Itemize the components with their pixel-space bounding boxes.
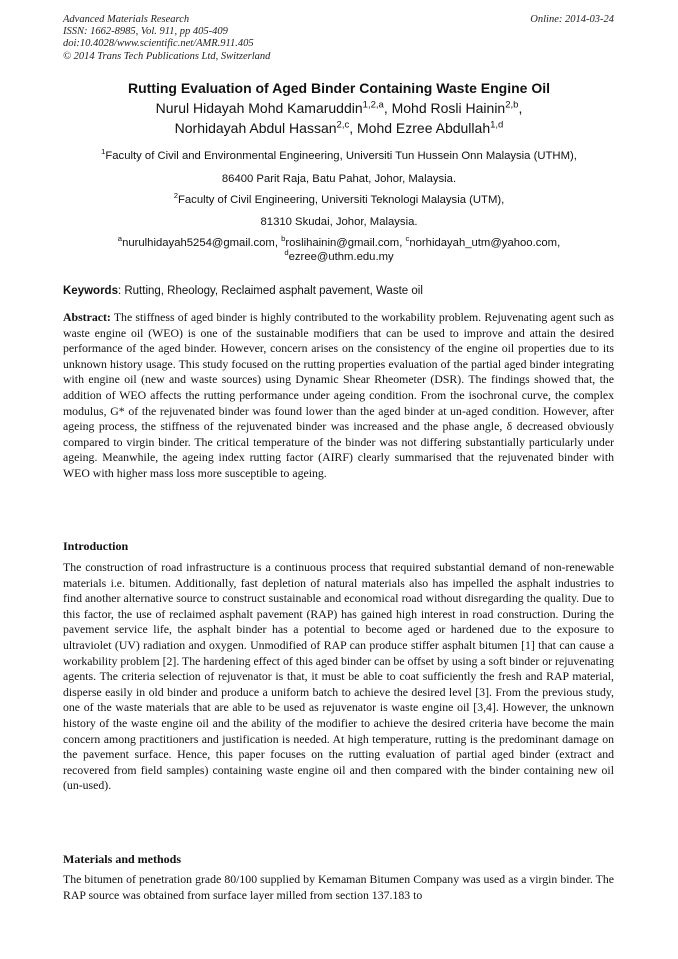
author-separator: , xyxy=(349,120,358,136)
keywords-text: : Rutting, Rheology, Reclaimed asphalt pavement, Waste oil xyxy=(117,285,423,297)
email-sup: b xyxy=(281,234,286,244)
author-name: Norhidayah Abdul Hassan xyxy=(174,120,337,136)
paper-title: Rutting Evaluation of Aged Binder Containing Waste Engine Oil xyxy=(127,80,551,96)
abstract xyxy=(63,310,614,482)
copyright-line: © 2014 Trans Tech Publications Ltd, Switzerland xyxy=(63,50,271,62)
email-a: nurulhidayah5254@gmail.com, xyxy=(122,237,282,249)
affiliation-text: Faculty of Civil and Environmental Engineering, Universiti Tun Hussein Onn Malaysia (UTHM), xyxy=(105,150,577,162)
email-line-2 xyxy=(40,248,638,263)
doi-line: doi:10.4028/www.scientific.net/AMR.911.405 xyxy=(63,38,254,50)
abstract-label: Abstract: xyxy=(63,310,111,324)
author-sup: 2,b xyxy=(505,99,519,111)
email-sup: d xyxy=(284,248,289,258)
author-name: Mohd Ezree Abdullah xyxy=(357,120,491,136)
email-c: norhidayah_utm@yahoo.com, xyxy=(409,237,561,249)
email-d: ezree@uthm.edu.my xyxy=(288,251,394,263)
affiliation-2-address: 81310 Skudai, Johor, Malaysia. xyxy=(260,216,418,228)
methods-heading: Materials and methods xyxy=(63,852,181,866)
author-sup: 1,d xyxy=(490,119,504,131)
journal-name: Advanced Materials Research xyxy=(63,14,190,25)
author-sup: 2,c xyxy=(336,119,350,131)
author-name: Nurul Hidayah Mohd Kamaruddin xyxy=(155,100,363,116)
author-separator: , xyxy=(518,100,523,116)
author-line-1 xyxy=(40,100,638,116)
methods-text: The bitumen of penetration grade 80/100 supplied by Kemaman Bitumen Company was used as a virgin binder. The RAP source was obtained from surface layer milled from section 137.183 to xyxy=(63,872,614,902)
introduction-heading: Introduction xyxy=(63,539,129,553)
affiliation-1-address: 86400 Parit Raja, Batu Pahat, Johor, Malaysia. xyxy=(221,173,457,185)
keywords xyxy=(63,285,423,297)
author-separator: , xyxy=(383,100,392,116)
author-line-2 xyxy=(40,120,638,136)
email-sup: c xyxy=(405,234,410,244)
email-line-1 xyxy=(40,234,638,249)
affiliation-1 xyxy=(40,147,638,162)
issn-line: ISSN: 1662-8985, Vol. 911, pp 405-409 xyxy=(63,26,228,38)
author-sup: 1,2,a xyxy=(362,99,384,111)
affiliation-sup: 1 xyxy=(101,147,106,157)
affiliation-sup: 2 xyxy=(173,191,178,201)
abstract-text: The stiffness of aged binder is highly contributed to the workability problem. Rejuvenating agent such as waste engine oil (WEO) is one of the sustainable modifiers that can be used to improve and attain the desired performance of the aged binder. However, concern arises on the consistency of the engine oil properties due to its unknown history usage. This study focused on the rutting properties evaluation of the partial aged binder integrating with engine oil (new and waste sources) using Dynamic Shear Rheometer (DSR). The findings showed that, the addition of WEO affects the rutting performance under ageing condition. From the isochronal curve, the complex modulus, G* of the rejuvenated binder was found lower than the aged binder at un-aged condition. However, after ageing process, the stiffness of the rejuvenated binder was increased and the phase angle, δ decreased obviously compared to virgin binder. The critical temperature of the binder was not differing substantially particularly under ageing. Meanwhile, the ageing index rutting factor (AIRF) clearly summarised that the rejuvenated binder with WEO with higher mass loss more susceptible to ageing. xyxy=(63,310,614,480)
affiliation-text: Faculty of Civil Engineering, Universiti Teknologi Malaysia (UTM), xyxy=(178,194,505,206)
introduction-text: The construction of road infrastructure is a continuous process that required substantial demand of non-renewable materials i.e. bitumen. Additionally, fast depletion of natural materials also has impelled the asphalt industries to find another alternative source to construct sustainable and economical road without disregarding the quality. Due to this factor, the use of reclaimed asphalt pavement (RAP) has gained high interest in road construction. During the pavement service life, the asphalt binder has a potential to become aged or hardened due to the exposure to ultraviolet (UV) radiation and oxygen. Unmodified of RAP can produce stiffer asphalt bitumen [1] that can cause a workability problem [2]. The hardening effect of this aged binder can be offset by using a soft binder or rejuvenating agents. The criteria selection of rejuvenator is that, it must be able to coat sufficiently the fresh and RAP material, disperse easily in old binder and produce a uniform batch to achieve the desired level [3]. From the previous study, one of the waste materials that are able to be used as rejuvenator is waste engine oil [3,4]. However, the unknown history of the waste engine oil and the ability of the modifier to achieve the desired criteria have become the main concern among practitioners and justification is needed. At high temperature, rutting is the predominant damage on the pavement surface. Hence, this paper focuses on the rutting evaluation of partial aged binder (extract and recovered from field samples) containing waste engine oil and then compared with the binder containing new oil (un-used). xyxy=(63,560,615,793)
email-b: roslihainin@gmail.com, xyxy=(285,237,406,249)
keywords-label: Keywords xyxy=(63,285,118,297)
affiliation-2 xyxy=(40,191,638,206)
online-date: Online: 2014-03-24 xyxy=(530,14,614,25)
author-name: Mohd Rosli Hainin xyxy=(391,100,506,116)
journal-info xyxy=(63,14,270,63)
email-sup: a xyxy=(117,234,123,244)
